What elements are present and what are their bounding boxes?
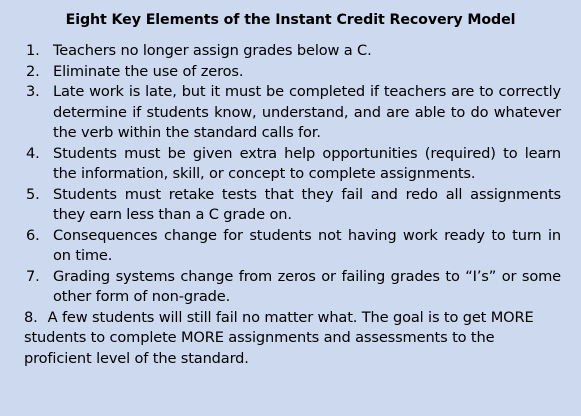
item-number: 1. <box>26 42 40 59</box>
item-text: Students must retake tests that they fail and redo all assignments they earn less than a C grade on. <box>53 185 561 223</box>
list-item <box>0 62 581 83</box>
item-number: 3. <box>26 83 40 100</box>
item-text: Consequences change for students not having work ready to turn in on time. <box>53 226 561 264</box>
item-text: Late work is late, but it must be completed if teachers are to correctly determine if students know, understand, and are able to do whatever the verb within the standard calls for. <box>53 83 561 141</box>
item-text: Eliminate the use of zeros. <box>53 62 244 80</box>
item-number: 4. <box>26 144 40 162</box>
item-number: 8. <box>24 308 38 326</box>
item-text: Students must be given extra help opportunities (required) to learn the information, skill, or concept to complete assignments. <box>53 144 561 182</box>
item-text: Teachers no longer assign grades below a C. <box>53 42 372 59</box>
item-number: 6. <box>26 226 40 244</box>
elements-list <box>0 41 581 369</box>
item-number: 7. <box>26 267 40 285</box>
panel-title: Eight Key Elements of the Instant Credit Recovery Model <box>65 12 516 28</box>
list-item <box>0 267 581 308</box>
list-item <box>0 144 581 185</box>
list-item <box>0 226 581 267</box>
list-item <box>0 308 581 370</box>
item-text: A few students will still fail no matter what. The goal is to get MORE students to complete MORE assignments and assessments to the proficient level of the standard. <box>24 308 534 367</box>
item-number: 5. <box>26 185 40 203</box>
list-item <box>0 82 581 144</box>
item-number: 2. <box>26 62 40 80</box>
list-item <box>0 41 581 62</box>
list-item <box>0 185 581 226</box>
item-text: Grading systems change from zeros or failing grades to “I’s” or some other form of non-grade. <box>53 267 561 305</box>
